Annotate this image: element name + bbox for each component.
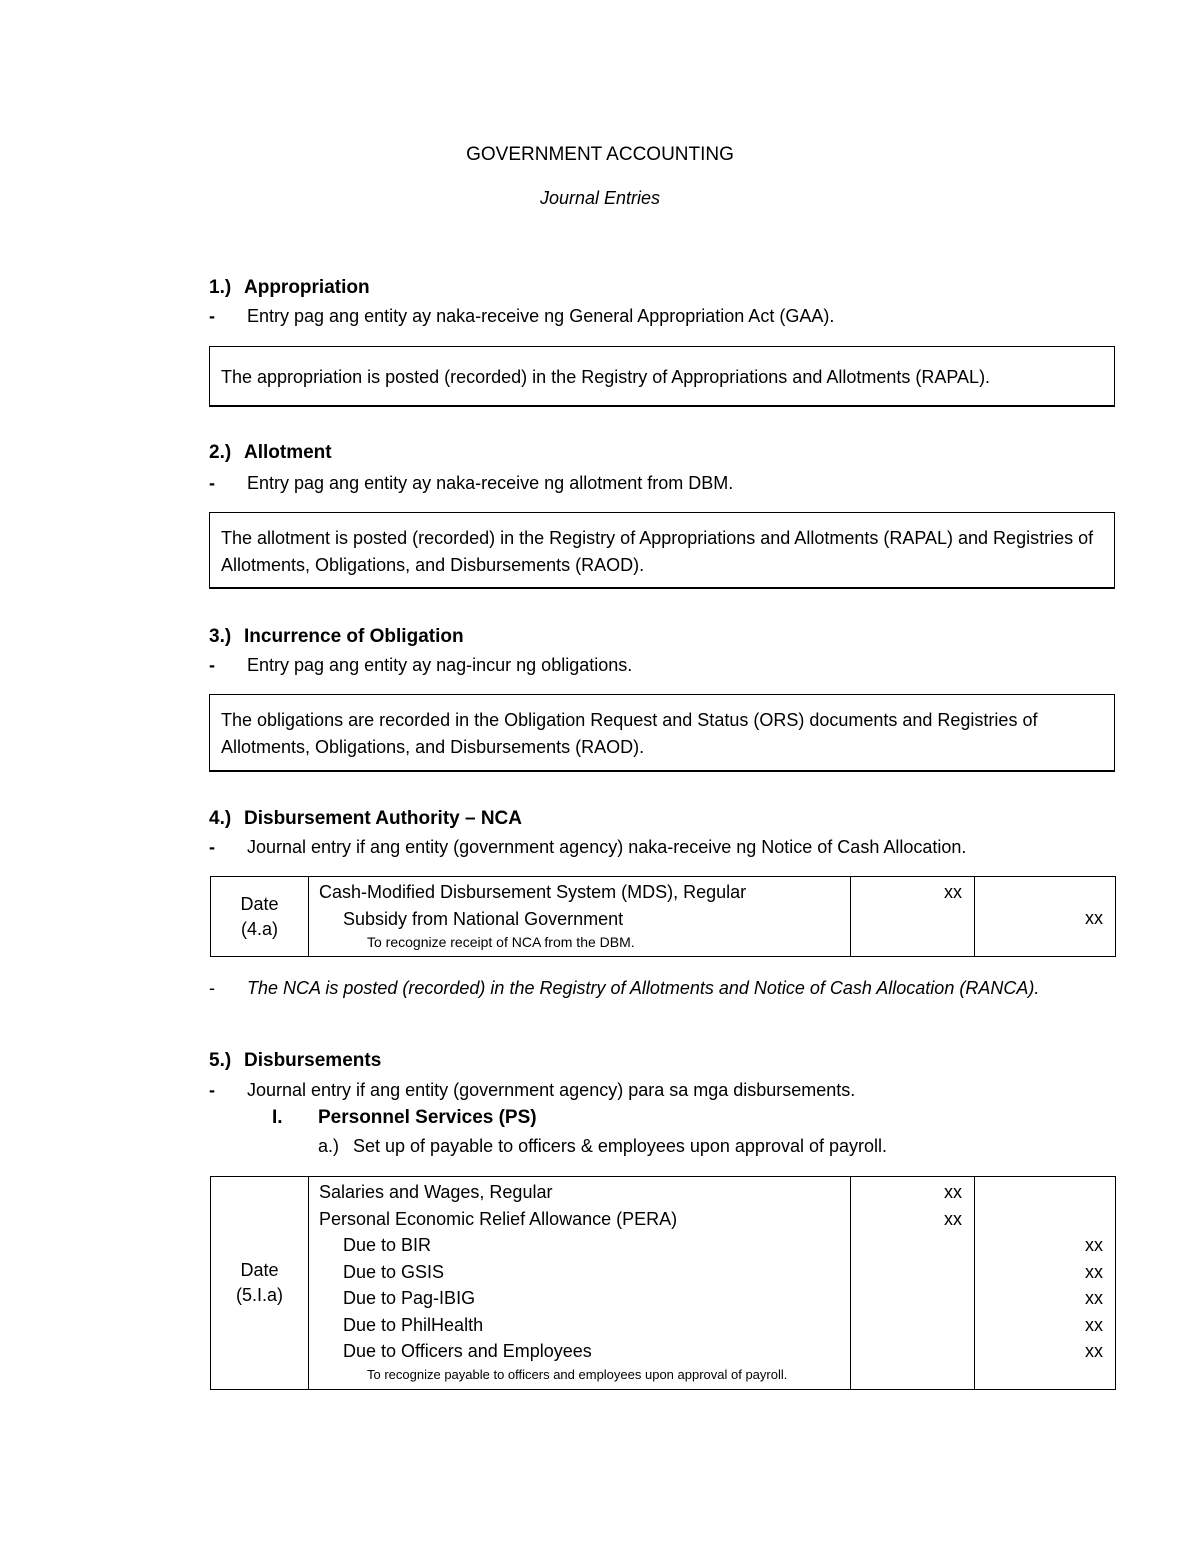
section-title: Disbursement Authority – NCA [244, 808, 522, 829]
account-cell [309, 1177, 851, 1390]
table-row [211, 1177, 1116, 1390]
section-bullet [209, 1080, 855, 1101]
section-heading-obligation [209, 626, 464, 648]
subsection-heading-ps [272, 1107, 537, 1129]
debit-cell [851, 877, 975, 957]
credit-account: Due to BIR [343, 1235, 432, 1255]
section-number: 3.) [209, 626, 232, 647]
credit-amount: xx [1085, 1235, 1103, 1255]
credit-amount: xx [1085, 908, 1103, 928]
credit-cell [975, 1177, 1116, 1390]
debit-cell [851, 1177, 975, 1390]
dash-marker: - [209, 473, 215, 493]
date-label: Date [240, 893, 279, 914]
credit-account: Due to GSIS [343, 1261, 445, 1282]
section-title: Incurrence of Obligation [244, 626, 464, 647]
journal-entry-payroll [210, 1176, 1116, 1390]
dash-marker: - [209, 1080, 215, 1100]
section-heading-allotment [209, 442, 332, 464]
subsection-number: I. [272, 1107, 283, 1128]
credit-amount: xx [1085, 1341, 1103, 1361]
credit-amount: xx [1085, 1288, 1103, 1308]
note-text: The NCA is posted (recorded) in the Registry of Allotments and Notice of Cash Allocation (RANCA). [247, 978, 1040, 998]
section-number: 4.) [209, 808, 232, 829]
dash-marker: - [209, 655, 215, 675]
date-ref: (4.a) [240, 918, 278, 939]
note-box-appropriation: The appropriation is posted (recorded) in the Registry of Appropriations and Allotments (RAPAL). [209, 346, 1115, 407]
debit-amount: xx [944, 1208, 962, 1229]
bullet-text: Journal entry if ang entity (government agency) para sa mga disbursements. [247, 1080, 856, 1100]
section-title: Disbursements [244, 1050, 382, 1071]
section-number: 5.) [209, 1050, 232, 1071]
debit-account: Personal Economic Relief Allowance (PERA) [319, 1208, 678, 1229]
section-heading-nca [209, 808, 522, 830]
section-title: Allotment [244, 442, 332, 463]
note-box-obligation: The obligations are recorded in the Obligation Request and Status (ORS) documents and Registries of Allotments, Obligations, and Disbursements (RAOD). [209, 694, 1115, 772]
date-cell [211, 877, 309, 957]
nca-note [209, 975, 1047, 1002]
credit-cell [975, 877, 1116, 957]
bullet-text: Journal entry if ang entity (government agency) naka-receive ng Notice of Cash Allocation. [247, 837, 967, 857]
document-subtitle: Journal Entries [539, 188, 661, 208]
section-title: Appropriation [244, 277, 370, 298]
section-bullet [209, 655, 632, 676]
item-text: Set up of payable to officers & employees upon approval of payroll. [353, 1136, 887, 1156]
credit-account: Due to Officers and Employees [343, 1341, 592, 1361]
table-row [211, 877, 1116, 957]
section-number: 1.) [209, 277, 232, 298]
account-cell [309, 877, 851, 957]
section-bullet [209, 306, 834, 327]
entry-memo: To recognize payable to officers and employees upon approval of payroll. [367, 1366, 788, 1382]
debit-account: Cash-Modified Disbursement System (MDS), Regular [319, 882, 747, 902]
entry-memo: To recognize receipt of NCA from the DBM. [367, 934, 635, 950]
bullet-text: Entry pag ang entity ay nag-incur ng obligations. [247, 655, 633, 675]
section-bullet [209, 473, 733, 494]
note-box-allotment: The allotment is posted (recorded) in the Registry of Appropriations and Allotments (RAPAL) and Registries of Allotments, Obligations, and Disbursements (RAOD). [209, 512, 1115, 589]
section-heading-appropriation [209, 277, 370, 299]
debit-amount: xx [944, 1182, 962, 1202]
document-title: GOVERNMENT ACCOUNTING [466, 144, 734, 165]
bullet-text: Entry pag ang entity ay naka-receive ng General Appropriation Act (GAA). [247, 306, 835, 326]
dash-marker: - [209, 978, 215, 998]
credit-account: Due to Pag-IBIG [343, 1288, 476, 1308]
subsection-item [318, 1136, 887, 1157]
date-label: Date [240, 1260, 279, 1280]
subsection-title: Personnel Services (PS) [318, 1107, 537, 1128]
bullet-text: Entry pag ang entity ay naka-receive ng allotment from DBM. [247, 473, 734, 493]
journal-entry-nca [210, 876, 1116, 957]
credit-amount: xx [1085, 1261, 1103, 1282]
dash-marker: - [209, 837, 215, 857]
credit-account: Subsidy from National Government [343, 908, 624, 929]
date-cell [211, 1177, 309, 1390]
section-number: 2.) [209, 442, 232, 463]
debit-account: Salaries and Wages, Regular [319, 1182, 553, 1202]
credit-account: Due to PhilHealth [343, 1314, 484, 1335]
date-ref: (5.I.a) [235, 1285, 283, 1305]
section-heading-disbursements [209, 1050, 381, 1072]
item-label: a.) [318, 1136, 340, 1156]
section-bullet [209, 837, 966, 858]
credit-amount: xx [1085, 1314, 1103, 1335]
dash-marker: - [209, 306, 215, 326]
debit-amount: xx [944, 882, 962, 902]
